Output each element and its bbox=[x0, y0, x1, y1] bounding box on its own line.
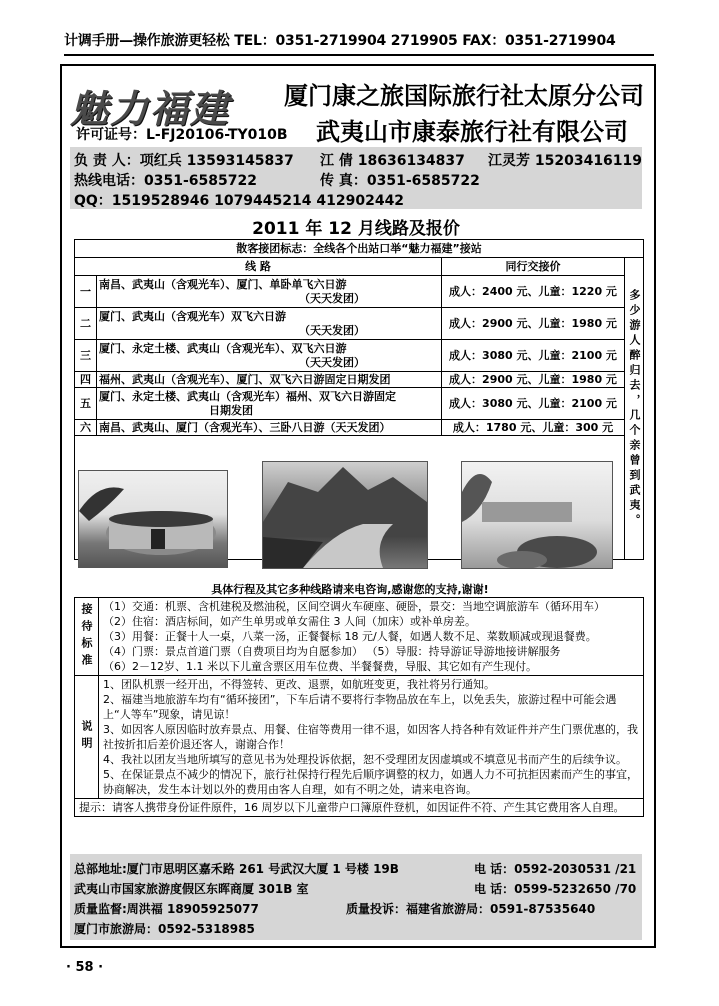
tulou-photo bbox=[78, 470, 228, 568]
tip-line: 提示：请客人携带身份证件原件，16 周岁以下儿童带户口簿原件登机，如因证件不符、产生其它费用客人自理。 bbox=[75, 799, 644, 817]
contact-jiangqian: 江 倩 18636134837 bbox=[320, 153, 465, 169]
reception-label: 接待标准 bbox=[75, 598, 99, 676]
route-price: 成人：3080 元、儿童：2100 元 bbox=[442, 340, 625, 372]
hq-phone: 电 话：0592-2030531 /21 bbox=[474, 862, 637, 876]
branch-address: 武夷山市国家旅游度假区东晖商厦 301B 室 bbox=[74, 882, 309, 896]
route-row bbox=[75, 388, 644, 420]
fax: 传 真：0351-6585722 bbox=[320, 173, 480, 189]
qq-numbers: QQ：1519528946 1079445214 412902442 bbox=[74, 193, 405, 209]
route-price: 成人：2400 元、儿童：1220 元 bbox=[442, 276, 625, 308]
reception-item: （4）门票：景点首道门票（自费项目均为自愿参加） （5）导服：持导游证导游地接讲解服务 bbox=[103, 645, 561, 658]
quality-complaint: 质量投诉：福建省旅游局：0591-87535640 bbox=[346, 902, 596, 916]
page-header: 计调手册—操作旅游更轻松 TEL：0351-2719904 2719905 FAX：0351-2719904 bbox=[64, 30, 654, 56]
company-name-1: 厦门康之旅国际旅行社太原分公司 bbox=[284, 82, 644, 110]
route-row bbox=[75, 276, 644, 308]
info-table bbox=[74, 597, 644, 817]
route-name: 福州、武夷山（含观光车）、厦门、双飞六日游固定日期发团 bbox=[97, 372, 442, 388]
route-number: 二 bbox=[75, 308, 97, 340]
note-item: 5、在保证景点不减少的情况下，旅行社保持行程先后顺序调整的权力，如遇人力不可抗拒因素而产生的事宜，协商解决，发生本计划以外的费用由客人自理，如有不明之处，请来电咨询。 bbox=[103, 768, 638, 796]
note-item: 4、我社以团友当地所填写的意见书为处理投诉依据，恕不受理团友因虚填或不填意见书而产生的后续争议。 bbox=[103, 753, 627, 766]
route-name: 南昌、武夷山、厦门（含观光车）、三卧八日游（天天发团） bbox=[97, 420, 442, 436]
route-number: 五 bbox=[75, 388, 97, 420]
notes-label: 说明 bbox=[75, 676, 99, 799]
coast-rocks-photo bbox=[461, 461, 613, 569]
side-poem: 多少游人醉归去，几个亲曾到武夷。 bbox=[625, 258, 644, 560]
company-name-2: 武夷山市康泰旅行社有限公司 bbox=[316, 118, 628, 146]
col-price-header: 同行交接价 bbox=[442, 258, 625, 276]
route-number: 一 bbox=[75, 276, 97, 308]
route-price: 成人：1780 元、儿童：300 元 bbox=[442, 420, 625, 436]
route-row bbox=[75, 372, 644, 388]
route-name: 南昌、武夷山（含观光车）、厦门、单卧单飞六日游 （天天发团） bbox=[97, 276, 442, 308]
consult-line: 具体行程及其它多种线路请来电咨询,感谢您的支持,谢谢! bbox=[211, 583, 489, 596]
note-item: 1、团队机票一经开出，不得签转、更改、退票，如航班变更，我社将另行通知。 bbox=[103, 678, 495, 691]
note-item: 2、福建当地旅游车均有“循环接团”，下车后请不要将行李物品放在车上，以免丢失，旅游过程中可能会遇上“人等车”现象，请见谅！ bbox=[103, 693, 617, 721]
notes-list bbox=[99, 676, 644, 799]
route-name: 厦门、永定土楼、武夷山（含观光车）福州、双飞六日游固定 日期发团 bbox=[97, 388, 442, 420]
footer-box bbox=[70, 854, 642, 940]
route-row bbox=[75, 340, 644, 372]
river-rafting-photo bbox=[262, 461, 428, 569]
reception-item: （1）交通：机票、含机建税及燃油税，区间空调火车硬座、硬卧，景交：当地空调旅游车（循环用车） bbox=[103, 600, 605, 613]
route-row bbox=[75, 308, 644, 340]
hotline: 热线电话：0351-6585722 bbox=[74, 173, 257, 189]
route-price: 成人：2900 元、儿童：1980 元 bbox=[442, 372, 625, 388]
route-row bbox=[75, 420, 644, 436]
branch-phone: 电 话：0599-5232650 /70 bbox=[474, 882, 637, 896]
brand-logo: 魅力福建 bbox=[70, 86, 231, 131]
reception-item: （6）2－12岁、1.1 米以下儿童含票区用车位费、半餐餐费，导服、其它如有产生现付。 bbox=[103, 660, 537, 673]
contact-jianglingfang: 江灵芳 15203416119 bbox=[488, 153, 643, 169]
route-price: 成人：2900 元、儿童：1980 元 bbox=[442, 308, 625, 340]
page-title: 2011 年 12 月线路及报价 bbox=[252, 219, 460, 239]
route-name: 厦门、武夷山（含观光车）双飞六日游 （天天发团） bbox=[97, 308, 442, 340]
hq-address: 总部地址:厦门市思明区嘉禾路 261 号武汉大厦 1 号楼 19B bbox=[74, 862, 399, 876]
col-route-header: 线 路 bbox=[75, 258, 442, 276]
quality-supervision: 质量监督:周洪福 18905925077 bbox=[74, 902, 259, 916]
license-number: 许可证号：L-FJ20106-TY010B bbox=[76, 127, 288, 143]
route-number: 四 bbox=[75, 372, 97, 388]
reception-item: （2）住宿：酒店标间，如产生单男或单女需住 3 人间（加床）或补单房差。 bbox=[103, 615, 476, 628]
note-item: 3、如因客人原因临时放弃景点、用餐、住宿等费用一律不退，如因客人持各种有效证件并产生门票优惠的，我社按折扣后差价退还客人，谢谢合作！ bbox=[103, 723, 638, 751]
contact-manager: 负 责 人：项红兵 13593145837 bbox=[74, 153, 294, 169]
route-number: 三 bbox=[75, 340, 97, 372]
route-number: 六 bbox=[75, 420, 97, 436]
tourism-bureau: 厦门市旅游局：0592-5318985 bbox=[74, 922, 255, 936]
reception-item: （3）用餐：正餐十人一桌，八菜一汤，正餐餐标 18 元/人餐，如遇人数不足、菜数顺减或现退餐费。 bbox=[103, 630, 597, 643]
route-price: 成人：3080 元、儿童：2100 元 bbox=[442, 388, 625, 420]
route-name: 厦门、永定土楼、武夷山（含观光车）、双飞六日游 （天天发团） bbox=[97, 340, 442, 372]
reception-list bbox=[99, 598, 644, 676]
page-number: · 58 · bbox=[66, 960, 104, 975]
pickup-notice: 散客接团标志：全线各个出站口举“魅力福建”接站 bbox=[75, 240, 644, 258]
contacts-box bbox=[70, 147, 642, 209]
